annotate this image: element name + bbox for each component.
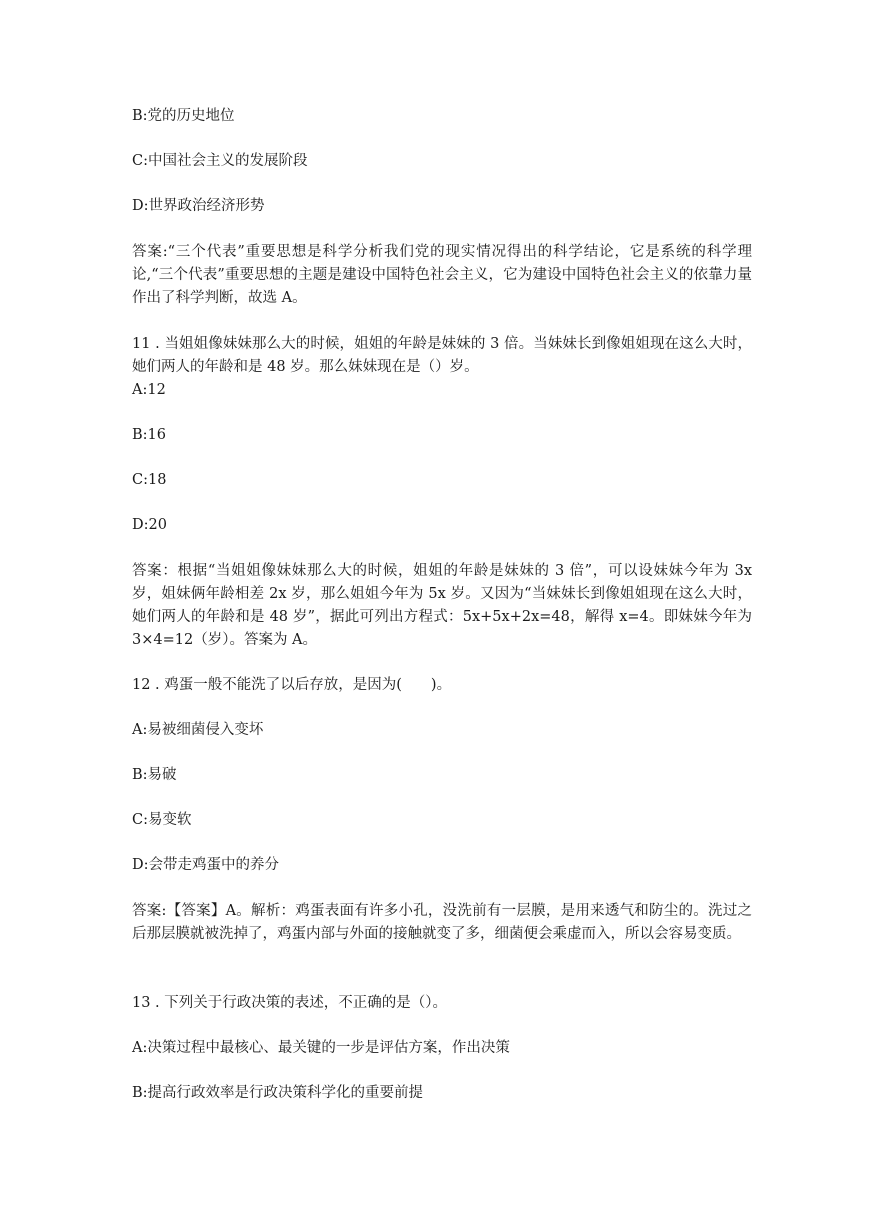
q13-option-a: A:决策过程中最核心、最关键的一步是评估方案，作出决策 [132,1040,510,1056]
q12-stem: 12 . 鸡蛋一般不能洗了以后存放，是因为( )。 [132,677,452,693]
q12-option-b: B:易破 [132,767,177,783]
q10-answer: 答案:“三个代表”重要思想是科学分析我们党的现实情况得出的科学结论，它是系统的科学理论,“三个代表”重要思想的主题是建设中国特色社会主义，它为建设中国特色社会主义的依靠力量作出了科学判断，故选 A。 [132,244,752,306]
q12-option-c: C:易变软 [132,812,192,828]
q11-option-d: D:20 [132,517,167,533]
q10-option-b: B:党的历史地位 [132,108,235,124]
q11-option-c: C:18 [132,472,167,488]
q13-stem: 13 . 下列关于行政决策的表述，不正确的是（）。 [132,995,448,1011]
q11-option-a: A:12 [132,382,166,398]
q11-stem: 11 . 当姐姐像妹妹那么大的时候，姐姐的年龄是妹妹的 3 倍。当妹妹长到像姐姐现在这么大时，她们两人的年龄和是 48 岁。那么妹妹现在是（）岁。 [132,336,752,375]
q12-option-a: A:易被细菌侵入变坏 [132,722,264,738]
q12-answer: 答案:【答案】A。解析：鸡蛋表面有许多小孔，没洗前有一层膜，是用来透气和防尘的。洗过之后那层膜就被洗掉了，鸡蛋内部与外面的接触就变了多，细菌便会乘虚而入，所以会容易变质。 [132,903,752,942]
q11-option-b: B:16 [132,427,166,443]
q10-option-d: D:世界政治经济形势 [132,198,265,214]
q11-answer: 答案：根据“当姐姐像妹妹那么大的时候，姐姐的年龄是妹妹的 3 倍”，可以设妹妹今年为 3x 岁，姐妹俩年龄相差 2x 岁，那么姐姐今年为 5x 岁。又因为“当妹妹长到像姐姐现在这么大时，她们两人的年龄和是 48 岁”，据此可列出方程式：5x+5x+2x=48，解得 x=4。即妹妹今年为 3×4=12（岁）。答案为 A。 [132,563,752,648]
q10-option-c: C:中国社会主义的发展阶段 [132,153,308,169]
q12-option-d: D:会带走鸡蛋中的养分 [132,857,280,873]
q13-option-b: B:提高行政效率是行政决策科学化的重要前提 [132,1085,424,1101]
